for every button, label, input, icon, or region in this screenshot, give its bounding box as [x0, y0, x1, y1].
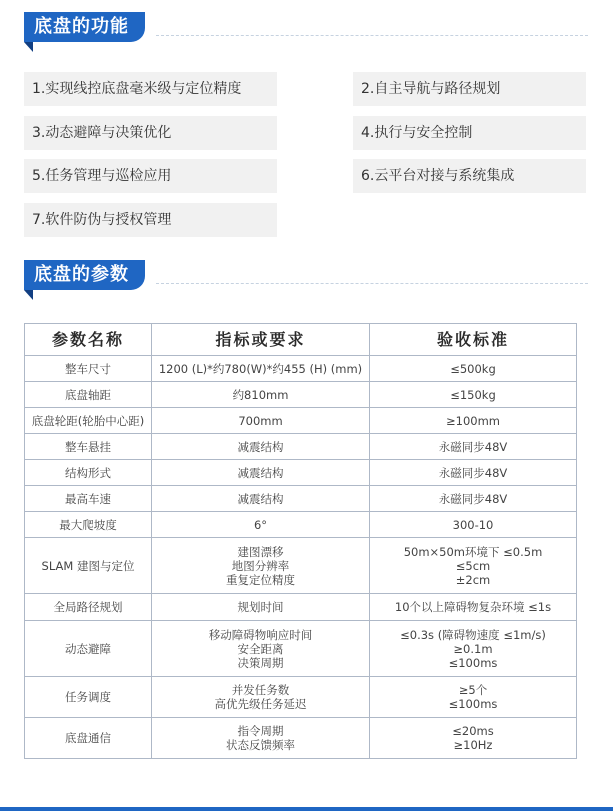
acceptance-line: 永磁同步48V [438, 465, 508, 480]
acceptance-cell [370, 356, 577, 382]
dashed-divider [156, 35, 588, 36]
spec-line: 减震结构 [237, 491, 284, 506]
feature-item: 3.动态避障与决策优化 [24, 116, 277, 150]
table-row [25, 512, 577, 538]
table-row [25, 382, 577, 408]
acceptance-line: 300-10 [452, 517, 494, 532]
param-name-cell: 底盘轮距(轮胎中心距) [25, 408, 152, 434]
spec-line: 高优先级任务延迟 [214, 697, 307, 711]
table-row [25, 677, 577, 718]
acceptance-cell [370, 486, 577, 512]
acceptance-cell [370, 677, 577, 718]
acceptance-line: ≥10Hz [453, 738, 493, 752]
header-acceptance: 验收标准 [370, 324, 577, 356]
feature-item: 7.软件防伪与授权管理 [24, 203, 277, 237]
acceptance-cell [370, 434, 577, 460]
spec-cell [152, 594, 370, 621]
table-header-row [25, 324, 577, 356]
params-table [24, 323, 577, 759]
functions-section-title: 底盘的功能 [24, 12, 145, 42]
bottom-accent-bar [0, 807, 613, 811]
spec-cell [152, 538, 370, 594]
spec-line: 状态反馈频率 [226, 738, 295, 752]
acceptance-cell [370, 718, 577, 759]
spec-line: 建图漂移 [237, 544, 284, 559]
spec-cell [152, 621, 370, 677]
feature-item: 6.云平台对接与系统集成 [353, 159, 586, 193]
spec-line: 减震结构 [237, 439, 284, 454]
spec-line: 并发任务数 [231, 683, 290, 697]
spec-cell [152, 408, 370, 434]
ribbon-fold [24, 290, 33, 300]
spec-line: 安全距离 [237, 641, 284, 656]
spec-line: 6° [253, 517, 268, 532]
feature-item: 4.执行与安全控制 [353, 116, 586, 150]
spec-cell [152, 512, 370, 538]
spec-line: 减震结构 [237, 465, 284, 480]
header-param-name: 参数名称 [25, 324, 152, 356]
param-name-cell: 底盘通信 [25, 718, 152, 759]
acceptance-line: ≤0.3s (障碍物速度 ≤1m/s) [400, 627, 546, 642]
table-row [25, 460, 577, 486]
params-section-header [24, 260, 613, 300]
param-name-cell: 结构形式 [25, 460, 152, 486]
ribbon-fold [24, 42, 33, 52]
acceptance-line: ≤20ms [452, 724, 494, 738]
acceptance-cell [370, 408, 577, 434]
acceptance-line: 永磁同步48V [438, 439, 508, 454]
spec-line: 重复定位精度 [226, 572, 295, 587]
param-name-cell: 最大爬坡度 [25, 512, 152, 538]
spec-cell [152, 356, 370, 382]
spec-line: 规划时间 [237, 600, 284, 614]
param-name-cell: 整车尺寸 [25, 356, 152, 382]
feature-item: 2.自主导航与路径规划 [353, 72, 586, 106]
param-name-cell: 最高车速 [25, 486, 152, 512]
acceptance-cell [370, 621, 577, 677]
dashed-divider [156, 283, 588, 284]
acceptance-cell [370, 460, 577, 486]
table-row [25, 538, 577, 594]
table-row [25, 434, 577, 460]
spec-line: 地图分辨率 [231, 558, 290, 573]
param-name-cell: SLAM 建图与定位 [25, 538, 152, 594]
acceptance-line: ≤150kg [450, 387, 496, 402]
acceptance-line: ≤500kg [450, 361, 496, 376]
acceptance-line: ≤5cm [455, 558, 491, 573]
table-row [25, 594, 577, 621]
spec-cell [152, 434, 370, 460]
acceptance-line: 50m×50m环境下 ≤0.5m [403, 544, 543, 559]
acceptance-line: ≥5个 [458, 683, 488, 697]
acceptance-cell [370, 382, 577, 408]
spec-cell [152, 677, 370, 718]
params-section-title: 底盘的参数 [24, 260, 145, 290]
acceptance-line: ≥0.1m [453, 641, 493, 656]
spec-cell [152, 460, 370, 486]
acceptance-cell [370, 594, 577, 621]
acceptance-line: ≤100ms [448, 697, 498, 711]
table-row [25, 486, 577, 512]
acceptance-line: 永磁同步48V [438, 491, 508, 506]
param-name-cell: 整车悬挂 [25, 434, 152, 460]
param-name-cell: 动态避障 [25, 621, 152, 677]
param-name-cell: 底盘轴距 [25, 382, 152, 408]
spec-line: 决策周期 [237, 655, 284, 670]
spec-line: 约810mm [232, 387, 289, 402]
table-row [25, 408, 577, 434]
spec-line: 700mm [238, 413, 283, 428]
acceptance-cell [370, 538, 577, 594]
acceptance-line: ±2cm [455, 572, 491, 587]
feature-item: 1.实现线控底盘毫米级与定位精度 [24, 72, 277, 106]
table-row [25, 621, 577, 677]
header-spec: 指标或要求 [152, 324, 370, 356]
spec-cell [152, 718, 370, 759]
spec-cell [152, 486, 370, 512]
table-row [25, 356, 577, 382]
acceptance-line: 10个以上障碍物复杂环境 ≤1s [394, 600, 552, 614]
acceptance-line: ≥100mm [446, 413, 500, 428]
acceptance-cell [370, 512, 577, 538]
spec-line: 移动障碍物响应时间 [208, 627, 313, 642]
table-row [25, 718, 577, 759]
param-name-cell: 全局路径规划 [25, 594, 152, 621]
spec-line: 指令周期 [237, 724, 284, 738]
feature-item: 5.任务管理与巡检应用 [24, 159, 277, 193]
spec-cell [152, 382, 370, 408]
param-name-cell: 任务调度 [25, 677, 152, 718]
spec-line: 1200 (L)*约780(W)*约455 (H) (mm) [158, 361, 363, 376]
functions-section-header [24, 12, 613, 52]
acceptance-line: ≤100ms [448, 655, 498, 670]
